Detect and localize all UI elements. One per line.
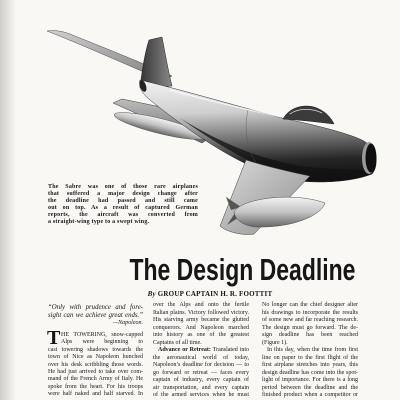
line-text: that suffered a major design change after: [48, 191, 198, 197]
line-text: The Sabre was one of those rare airplanes: [48, 184, 198, 190]
column-3-body: [262, 302, 358, 400]
line-text: over the Alps and onto the fertile: [153, 302, 249, 308]
caption-line: [48, 212, 198, 219]
body-line: [48, 362, 143, 369]
line-text: His starving army became the glutted: [153, 317, 249, 323]
caption-line: [48, 219, 198, 226]
byline-text: [148, 290, 273, 299]
body-line: [48, 339, 143, 346]
line-text: cast towering shadows towards the: [48, 346, 143, 353]
caption-line: [48, 184, 198, 191]
caption-line: [48, 205, 198, 212]
line-text: air transportation, and every captain: [153, 384, 249, 391]
line-text: of the armed services when he must: [153, 392, 249, 398]
line-text: design deadline has come into the spot-: [262, 369, 358, 376]
body-line: [262, 317, 358, 325]
body-line: [153, 362, 249, 370]
line-text: HE TOWERING, snow-capped: [61, 332, 143, 338]
body-line: [153, 377, 249, 385]
line-text: The design must go forward. The de-: [262, 324, 358, 331]
line-text: his drawings to incorporate the results: [262, 309, 358, 316]
body-line: [48, 332, 143, 339]
body-line: [153, 340, 249, 348]
body-line: [262, 392, 358, 400]
line-text: Alps were beginning to: [61, 339, 143, 346]
epigraph: [48, 304, 143, 319]
line-text: Napoleon’s deadline for decision — to: [153, 362, 249, 368]
body-line: [262, 377, 358, 385]
line-text: of some new and far reaching research.: [262, 317, 358, 323]
caption-line: [48, 198, 198, 205]
line-text: over his desk scribbling those words.: [48, 361, 143, 368]
body-line: [262, 340, 358, 348]
line-text: He had just arrived to take over com-: [48, 368, 143, 375]
article-title-text: The Design Deadline: [129, 252, 356, 287]
body-line: [153, 355, 249, 363]
body-line: [48, 354, 143, 361]
body-line: [153, 302, 249, 310]
byline-author: GROUP CAPTAIN H. R. FOOTTIT: [157, 290, 273, 298]
line-text: line on paper to the first flight of the: [262, 354, 358, 361]
body-line: [153, 310, 249, 318]
byline-prefix: By: [147, 290, 156, 298]
line-text: out on top. As a result of captured German: [48, 205, 198, 211]
body-line: [153, 332, 249, 340]
article-title: [90, 252, 356, 288]
body-line: [153, 317, 249, 325]
caption-line: [48, 191, 198, 198]
line-text: In this day, when the time from first: [267, 347, 358, 353]
body-line: [262, 370, 358, 378]
line-text: Captains of all time.: [153, 339, 202, 346]
body-line: [153, 370, 249, 378]
body-line: [262, 310, 358, 318]
line-text: were half naked and half starved. In: [48, 391, 143, 398]
line-text: sight can we achieve great ends.”: [48, 311, 143, 319]
body-line: [153, 347, 249, 355]
line-text: into history as one of the greatest: [153, 332, 249, 338]
line-text: reports, the aircraft was converted from: [48, 212, 198, 218]
epigraph-line: [48, 304, 143, 312]
body-line: [262, 347, 358, 355]
line-text: go forward or retreat — faces every: [153, 369, 249, 376]
body-line: [262, 355, 358, 363]
line-text: [158, 347, 249, 355]
epigraph-line: [48, 312, 143, 320]
epigraph-attribution: —Napoleon.: [112, 319, 143, 326]
column-1-body: [48, 332, 143, 399]
body-line: [48, 391, 143, 398]
body-line: [153, 325, 249, 333]
illustration-caption: [48, 184, 198, 226]
line-text: town of Nice as Napoleon hunched: [48, 354, 143, 361]
body-line: [262, 362, 358, 370]
line-text: finished product when a competitor or: [262, 392, 358, 398]
line-text: a straight-wing type to a swept wing.: [48, 219, 150, 225]
line-text: period between the deadline and the: [262, 384, 358, 391]
byline: [120, 290, 300, 299]
body-line: [262, 325, 358, 333]
line-text: (Figure 1).: [262, 339, 288, 346]
line-text: conquerors. And Napoleon marched: [153, 324, 249, 331]
line-text: No longer can the chief designer alter: [262, 302, 358, 308]
line-text: the aeronautical world of today,: [153, 354, 249, 361]
body-line: [48, 376, 143, 383]
drop-cap: T: [47, 327, 61, 349]
run-in-heading: Advance or Retreat:: [158, 347, 211, 353]
line-text: “Only with prudence and fore-: [48, 304, 143, 311]
line-text: first airplane stretches into years, this: [262, 362, 358, 368]
column-2-body: [153, 302, 249, 400]
body-line: [153, 385, 249, 393]
body-line: [262, 332, 358, 340]
line-text: light of importance. For there is a long: [262, 377, 358, 383]
nose-intake: [366, 144, 377, 173]
line-text: mand of the French Army of Italy. He: [48, 376, 143, 383]
body-line: [262, 302, 358, 310]
line-text: the deadline had passed and still came: [48, 198, 198, 204]
line-text: sign deadline has been reached: [262, 332, 358, 338]
line-text: spoke from the heart. For his troops: [48, 383, 143, 390]
text-run: Translated into: [210, 347, 249, 353]
body-line: [153, 392, 249, 400]
line-text: captain of industry, every captain of: [153, 377, 249, 383]
tail-fin: [140, 37, 172, 88]
body-line: [262, 385, 358, 393]
line-text: Italian plains. Victory followed victory.: [153, 309, 249, 316]
